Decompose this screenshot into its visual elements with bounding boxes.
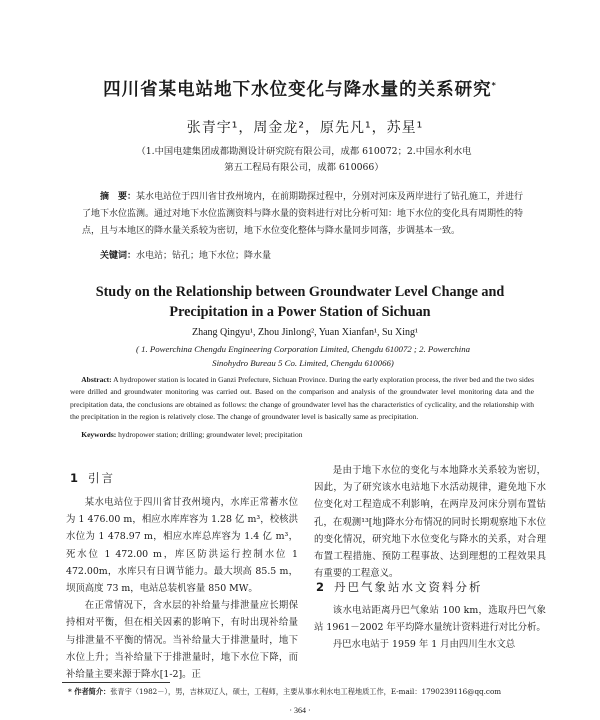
author-footnote	[68, 687, 538, 697]
chinese-title-text: 四川省某电站地下水位变化与降水量的关系研究	[103, 80, 492, 100]
page-number: · 364 ·	[289, 706, 311, 715]
chinese-affiliation-line-2: 第五工程局有限公司，成都 610066）	[224, 162, 384, 173]
footnote-label: * 作者简介：	[68, 687, 111, 696]
right-paragraph-2: 该水电站距离丹巴气象站 100 km，选取丹巴气象站 1961－2002 年平均降水量统计资料进行对比分析。	[314, 605, 546, 634]
chinese-abstract-text: 某水电站位于四川省甘孜州境内，在前期勘探过程中，分别对河床及两岸进行了钻孔施工，并进行了地下水位监测。通过对地下水位监测资料与降水量的资料进行对比分析可知：地下水位的变化具有周期性的特点，且与本地区的降水量关系较为密切，地下水位变化整体与降水量同步同落，步调基本一致。	[82, 192, 524, 236]
section-2-heading	[316, 579, 483, 595]
english-title-line-1: Study on the Relationship between Groundwater Level Change and	[95, 284, 505, 300]
english-keywords	[70, 430, 534, 439]
english-affiliation-line-1: ( 1. Powerchina Chengdu Engineering Corporation Limited, Chengdu 610072 ; 2. Powerchina	[135, 344, 471, 354]
left-paragraph-2: 在正常情况下，含水层的补给量与排泄量应长期保持相对平衡，但在相关因素的影响下，有时出现补给量与排泄量不平衡的情况。当补给量大于排泄量时，地下水位上升；当补给量下于排泄量时，地下水位下降，而补给量主要来源于降水[1-2]。正	[66, 600, 298, 681]
english-keywords-text: hydropower station; drilling; groundwater level; precipitation	[116, 430, 303, 439]
chinese-abstract	[82, 189, 526, 240]
right-column-top	[314, 462, 546, 582]
title-footnote-mark: *	[491, 81, 497, 91]
chinese-affiliation-line-1: （1.中国电建集团成都勘测设计研究院有限公司，成都 610072；2.中国水利水电	[136, 146, 472, 157]
right-paragraph-1: 是由于地下水位的变化与本地降水关系较为密切，因此，为了研究该水电站地下水活动规律，避免地下水位变化对工程造成不利影响，在两岸及河床分别布置钻孔，在观测¹³[地]降水分布情况的同时长期观察地下水位的变化情况，研究地下水位变化与降水的关系，对合理布置工程措施、预防工程事故、达到理想的工程效果具有重要的工程意义。	[314, 465, 546, 580]
english-abstract	[70, 374, 534, 423]
english-affiliation	[112, 342, 494, 370]
chinese-affiliation	[118, 144, 490, 176]
english-abstract-text: A hydropower station is located in Ganzi Prefecture, Sichuan Province. During the early exploration process, the river bed and the two sides were drilled and groundwater monitoring was carried out. Based on the comparison and analysis of the groundwater level monitoring data and the precipitation data, the conclusions are obtained as follows: the change of groundwater level has the characteristics of cyclicality, and the relationship with the precipitation in the region is relatively close. The change of groundwater level is basically same as precipitation.	[70, 375, 534, 421]
section-1-title: 引言	[88, 471, 116, 485]
chinese-authors: 张青宇¹，周金龙²，原先凡¹，苏星¹	[186, 120, 424, 136]
footnote-text: 张青宇（1982－），男，吉林双辽人，硕士，工程师，主要从事水利水电工程地质工作，E-mail：1790239116@qq.com	[110, 687, 502, 696]
chinese-keywords-label: 关键词：	[100, 251, 137, 261]
chinese-abstract-label: 摘 要：	[100, 192, 137, 202]
english-title	[70, 282, 530, 322]
left-paragraph-1: 某水电站位于四川省甘孜州境内，水库正常蓄水位为 1 476.00 m，相应水库库容为 1.28 亿 m³，校核洪水位为 1 478.97 m，相应水库总库容为 1.4 亿 m³，死水位 1 472.00 m，库区防洪运行控制水位 1 472.00m，水库只有日调节能力。最大坝高 85.5 m，坝顶高度 73 m，电站总装机容量 850 MW。	[66, 497, 298, 595]
english-title-line-2: Precipitation in a Power Station of Sichuan	[169, 304, 431, 320]
english-abstract-label: Abstract:	[81, 375, 112, 384]
section-1-number: 1	[70, 471, 81, 485]
right-column-bottom	[314, 602, 546, 654]
section-2-number: 2	[316, 580, 327, 594]
chinese-title	[60, 76, 540, 101]
chinese-keywords	[82, 249, 526, 263]
section-2-title: 丹巴气象站水文资料分析	[334, 580, 483, 594]
section-1-heading	[70, 470, 115, 486]
right-paragraph-3: 丹巴水电站于 1959 年 1 月由四川生水文总	[332, 639, 516, 651]
left-column	[66, 494, 298, 683]
english-affiliation-line-2: Sinohydro Bureau 5 Co. Limited, Chengdu 610066)	[212, 358, 394, 368]
english-keywords-label: Keywords:	[81, 430, 117, 439]
chinese-keywords-text: 水电站；钻孔；地下水位；降水量	[136, 251, 272, 261]
english-authors: Zhang Qingyu¹, Zhou Jinlong², Yuan Xianfan¹, Su Xing¹	[191, 327, 419, 338]
footnote-divider	[62, 682, 170, 683]
